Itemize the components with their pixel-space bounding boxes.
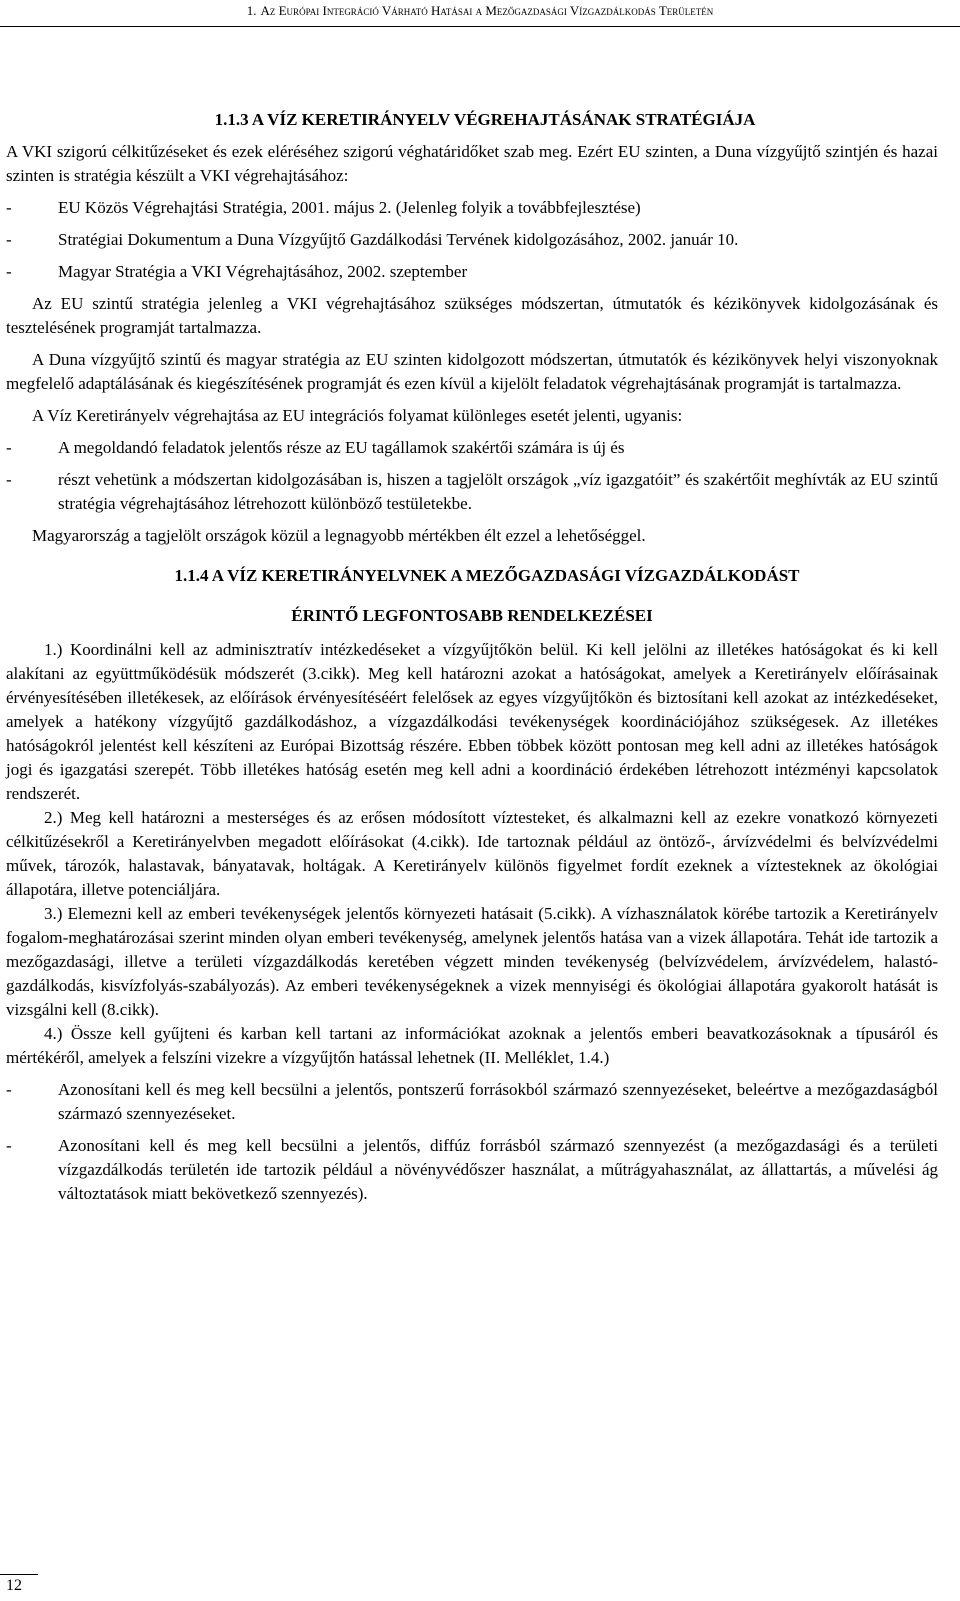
- footer-rule: [0, 1574, 38, 1575]
- page-content: [6, 108, 938, 1206]
- list-item: [6, 468, 938, 516]
- header-chapter-number: 1.: [246, 3, 257, 18]
- provision-paragraph-4: 4.) Össze kell gyűjteni és karban kell tartani az információkat azoknak a jelentős emberi beavatkozásoknak a típusáról és mértékéről, amelyek a felszíni vizekre a vízgyűjtőn hatással lehetnek (II. Melléklet, 1.4.): [6, 1024, 938, 1067]
- list-item: [6, 1134, 938, 1206]
- dash-bullet: -: [6, 470, 12, 489]
- provision-paragraph-3: 3.) Elemezni kell az emberi tevékenységek jelentős környezeti hatásait (5.cikk). A vízhasználatok körébe tartozik a Keretirányelv fogalom-meghatározásai szerint minden olyan emberi tevékenység, amelynek jelentős hatása van a vizek állapotára. Tehát ide tartozik a mezőgazdasági, illetve a területi vízgazdálkodás keretében végzett minden tevékenység (belvízvédelem, árvízvédelem, halastó-gazdálkodás, kisvízfolyás-szabályozás). Az emberi tevékenységeknek a vizek mennyiségi és ökológiai állapotára gyakorolt hatását is vizsgálni kell (8.cikk).: [6, 904, 938, 1019]
- list-item-text: Azonosítani kell és meg kell becsülni a jelentős, pontszerű forrásokból származó szennyezéseket, beleértve a mezőgazdaságból származó szennyezéseket.: [58, 1080, 938, 1123]
- list-item: [6, 260, 938, 284]
- list-item: [6, 196, 938, 220]
- dash-bullet: -: [6, 438, 12, 457]
- provision-paragraph-1: 1.) Koordinálni kell az adminisztratív intézkedéseket a vízgyűjtőkön belül. Ki kell jelölni az illetékes hatóságokat és ki kell alakítani az együttműködésük módszerét (3.cikk). Meg kell határozni azokat a hatóságokat, amelyek a Keretirányelv előírásainak érvényesítésében illetékesek, az előírások érvényesítéséért felelősek az egyes vízgyűjtőkön és biztosítani kell azokat az intézkedéseket, amelyek a hatékony vízgyűjtő gazdálkodáshoz, a vízgazdálkodási tevékenységek koordinációjához szükségesek. Az illetékes hatóságokról jelentést kell készíteni az Európai Bizottság részére. Ebben többek között pontosan meg kell adni az illetékes hatóságok jogi és igazgatási szerepét. Több illetékes hatóság esetén meg kell adni a koordináció érdekében létrehozott intézményi kapcsolatok rendszerét.: [6, 640, 938, 803]
- list-item: [6, 1078, 938, 1126]
- list-item-text: Magyar Stratégia a VKI Végrehajtásához, 2002. szeptember: [58, 262, 468, 281]
- strategy-list: [6, 196, 938, 284]
- section-114: [6, 564, 938, 1206]
- section-heading-113: 1.1.3 A VÍZ KERETIRÁNYELV VÉGREHAJTÁSÁNAK STRATÉGIÁJA: [214, 110, 756, 129]
- section-heading-114-line2: ÉRINTŐ LEGFONTOSABB RENDELKEZÉSEI: [291, 606, 653, 625]
- intro-paragraph: A VKI szigorú célkitűzéseket és ezek eléréséhez szigorú véghatáridőket szab meg. Ezért EU szinten, a Duna vízgyűjtő szintjén és hazai szinten is stratégia készült a VKI végrehajtásához:: [6, 142, 938, 185]
- page-number: 12: [6, 1577, 22, 1594]
- list-item-text: EU Közös Végrehajtási Stratégia, 2001. május 2. (Jelenleg folyik a továbbfejlesztése): [58, 198, 641, 217]
- paragraph-eu-strategy: Az EU szintű stratégia jelenleg a VKI végrehajtásához szükséges módszertan, útmutatók és kézikönyvek kidolgozásának és tesztelésének programját tartalmazza.: [6, 294, 938, 337]
- running-header: [0, 0, 960, 27]
- list-item: [6, 436, 938, 460]
- dash-bullet: -: [6, 230, 12, 249]
- list-item-text: részt vehetünk a módszertan kidolgozásában is, hiszen a tagjelölt országok „víz igazgatóit” és szakértőit meghívták az EU szintű stratégia végrehajtásához létrehozott különböző testületekbe.: [58, 470, 938, 513]
- reasons-list: [6, 436, 938, 516]
- list-item: [6, 228, 938, 252]
- provision-paragraph-2: 2.) Meg kell határozni a mesterséges és az erősen módosított víztesteket, és alkalmazni kell az ezekre vonatkozó környezeti célkitűzésekről a Keretirányelvben megadott előírásokat (4.cikk). Ide tartoznak például az öntöző-, árvízvédelmi és belvízvédelmi művek, tározók, halastavak, bányatavak, holtágak. A Keretirányelv különös figyelmet fordít ezeknek a víztesteknek az ökológiai állapotára, illetve potenciáljára.: [6, 808, 938, 899]
- paragraph-framework-directive: A Víz Keretirányelv végrehajtása az EU integrációs folyamat különleges esetét jelenti, ugyanis:: [32, 406, 683, 425]
- dash-bullet: -: [6, 1080, 12, 1099]
- list-item-text: Azonosítani kell és meg kell becsülni a jelentős, diffúz forrásból származó szennyezést (a mezőgazdasági és a területi vízgazdálkodás területén ide tartozik például a növényvédőszer használat, a műtrágyahasználat, az állattartás, a művelési ág változtatások miatt bekövetkező szennyezés).: [58, 1136, 938, 1203]
- section-heading-114-line1: 1.1.4 A VÍZ KERETIRÁNYELVNEK A MEZŐGAZDASÁGI VÍZGAZDÁLKODÁST: [174, 566, 800, 585]
- paragraph-duna-strategy: A Duna vízgyűjtő szintű és magyar stratégia az EU szinten kidolgozott módszertan, útmutatók és kézikönyvek helyi viszonyoknak megfelelő adaptálásának és kiegészítésének programját és ezen kívül a kijelölt feladatok végrehajtásának programját is tartalmazza.: [6, 350, 938, 393]
- dash-bullet: -: [6, 1136, 12, 1155]
- list-item-text: Stratégiai Dokumentum a Duna Vízgyűjtő Gazdálkodási Tervének kidolgozásához, 2002. január 10.: [58, 230, 739, 249]
- paragraph-hungary: Magyarország a tagjelölt országok közül a legnagyobb mértékben élt ezzel a lehetőséggel.: [32, 526, 646, 545]
- header-title: Az Európai Integráció Várható Hatásai a Mezőgazdasági Vízgazdálkodás Területén: [260, 3, 714, 18]
- dash-bullet: -: [6, 262, 12, 281]
- list-item-text: A megoldandó feladatok jelentős része az EU tagállamok szakértői számára is új és: [58, 438, 625, 457]
- pollution-list: [6, 1078, 938, 1206]
- dash-bullet: -: [6, 198, 12, 217]
